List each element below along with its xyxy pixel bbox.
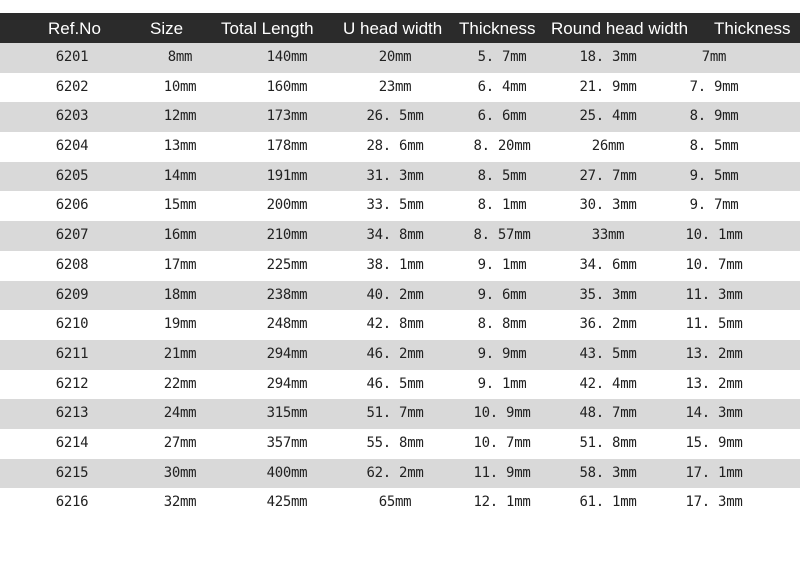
cell-size: 22mm (163, 375, 197, 392)
cell-thickness-round: 8. 5mm (689, 138, 739, 155)
cell-size: 15mm (163, 197, 197, 214)
header-total-length: Total Length (221, 19, 314, 38)
cell-total-length: 173mm (266, 108, 308, 125)
cell-round-head-width: 36. 2mm (579, 316, 637, 333)
cell-thickness-round: 14. 3mm (685, 405, 743, 422)
table-row (0, 251, 800, 281)
cell-total-length: 315mm (266, 405, 308, 422)
cell-u-head-width: 28. 6mm (366, 138, 424, 155)
cell-thickness-round: 13. 2mm (685, 345, 743, 362)
cell-thickness-round: 15. 9mm (685, 434, 743, 451)
cell-round-head-width: 30. 3mm (579, 197, 637, 214)
cell-thickness-u: 11. 9mm (473, 464, 531, 481)
cell-total-length: 191mm (266, 167, 308, 184)
cell-u-head-width: 26. 5mm (366, 108, 424, 125)
cell-thickness-round: 13. 2mm (685, 375, 743, 392)
cell-thickness-u: 8. 1mm (477, 197, 527, 214)
table-row (0, 281, 800, 311)
cell-size: 12mm (163, 108, 197, 125)
cell-u-head-width: 55. 8mm (366, 434, 424, 451)
cell-thickness-round: 10. 1mm (685, 227, 743, 244)
cell-u-head-width: 46. 5mm (366, 375, 424, 392)
cell-u-head-width: 20mm (378, 49, 412, 65)
cell-total-length: 238mm (266, 286, 308, 303)
cell-thickness-u: 6. 6mm (477, 108, 527, 125)
table-row (0, 102, 800, 132)
cell-round-head-width: 26mm (591, 138, 625, 155)
header-thickness-u: Thickness (459, 19, 536, 38)
cell-size: 19mm (163, 316, 197, 333)
cell-ref-no: 6208 (55, 256, 89, 273)
cell-u-head-width: 33. 5mm (366, 197, 424, 214)
cell-thickness-u: 9. 1mm (477, 256, 527, 273)
cell-thickness-round: 11. 3mm (685, 286, 743, 303)
cell-thickness-round: 10. 7mm (685, 256, 743, 273)
cell-total-length: 225mm (266, 256, 308, 273)
cell-ref-no: 6215 (55, 464, 89, 481)
cell-size: 8mm (167, 49, 193, 65)
cell-ref-no: 6211 (55, 345, 89, 362)
table-row (0, 399, 800, 429)
header-u-head-width: U head width (343, 19, 443, 38)
table-row (0, 488, 800, 518)
cell-round-head-width: 35. 3mm (579, 286, 637, 303)
table-row (0, 132, 800, 162)
cell-size: 16mm (163, 227, 197, 244)
table-row (0, 73, 800, 103)
cell-thickness-u: 12. 1mm (473, 494, 531, 511)
cell-size: 17mm (163, 256, 197, 273)
cell-thickness-round: 17. 1mm (685, 464, 743, 481)
cell-ref-no: 6213 (55, 405, 89, 422)
cell-u-head-width: 42. 8mm (366, 316, 424, 333)
table-row (0, 459, 800, 489)
cell-thickness-u: 10. 7mm (473, 434, 531, 451)
cell-ref-no: 6201 (55, 49, 89, 65)
cell-total-length: 178mm (266, 138, 308, 155)
cell-u-head-width: 40. 2mm (366, 286, 424, 303)
cell-thickness-u: 5. 7mm (477, 49, 527, 65)
cell-u-head-width: 46. 2mm (366, 345, 424, 362)
cell-round-head-width: 61. 1mm (579, 494, 637, 511)
cell-u-head-width: 51. 7mm (366, 405, 424, 422)
cell-ref-no: 6216 (55, 494, 89, 511)
cell-thickness-u: 9. 1mm (477, 375, 527, 392)
cell-u-head-width: 65mm (378, 494, 412, 511)
cell-thickness-round: 7mm (701, 49, 727, 65)
cell-round-head-width: 58. 3mm (579, 464, 637, 481)
cell-thickness-round: 11. 5mm (685, 316, 743, 333)
cell-total-length: 294mm (266, 345, 308, 362)
cell-total-length: 357mm (266, 434, 308, 451)
cell-total-length: 210mm (266, 227, 308, 244)
cell-ref-no: 6202 (55, 78, 89, 95)
cell-u-head-width: 23mm (378, 78, 412, 95)
cell-round-head-width: 33mm (591, 227, 625, 244)
cell-ref-no: 6205 (55, 167, 89, 184)
cell-total-length: 425mm (266, 494, 308, 511)
cell-u-head-width: 34. 8mm (366, 227, 424, 244)
cell-size: 27mm (163, 434, 197, 451)
cell-size: 10mm (163, 78, 197, 95)
cell-ref-no: 6212 (55, 375, 89, 392)
cell-ref-no: 6210 (55, 316, 89, 333)
table-row (0, 191, 800, 221)
cell-size: 32mm (163, 494, 197, 511)
cell-thickness-u: 8. 20mm (473, 138, 531, 155)
cell-round-head-width: 27. 7mm (579, 167, 637, 184)
cell-round-head-width: 51. 8mm (579, 434, 637, 451)
table-header-row (0, 13, 800, 43)
cell-size: 14mm (163, 167, 197, 184)
cell-ref-no: 6207 (55, 227, 89, 244)
table-row (0, 43, 800, 73)
cell-thickness-u: 9. 9mm (477, 345, 527, 362)
cell-thickness-round: 7. 9mm (689, 78, 739, 95)
header-thickness-round: Thickness (714, 19, 791, 38)
cell-total-length: 400mm (266, 464, 308, 481)
cell-round-head-width: 42. 4mm (579, 375, 637, 392)
cell-round-head-width: 25. 4mm (579, 108, 637, 125)
cell-total-length: 160mm (266, 78, 308, 95)
cell-thickness-u: 6. 4mm (477, 78, 527, 95)
cell-ref-no: 6206 (55, 197, 89, 214)
cell-round-head-width: 21. 9mm (579, 78, 637, 95)
cell-thickness-u: 9. 6mm (477, 286, 527, 303)
cell-thickness-round: 17. 3mm (685, 494, 743, 511)
cell-thickness-round: 8. 9mm (689, 108, 739, 125)
table-row (0, 310, 800, 340)
cell-thickness-u: 10. 9mm (473, 405, 531, 422)
cell-round-head-width: 18. 3mm (579, 49, 637, 65)
cell-size: 21mm (163, 345, 197, 362)
table-row (0, 162, 800, 192)
cell-thickness-round: 9. 7mm (689, 197, 739, 214)
cell-u-head-width: 38. 1mm (366, 256, 424, 273)
table-body (0, 43, 800, 518)
cell-thickness-u: 8. 57mm (473, 227, 531, 244)
cell-total-length: 140mm (266, 49, 308, 65)
cell-total-length: 294mm (266, 375, 308, 392)
cell-size: 30mm (163, 464, 197, 481)
cell-ref-no: 6214 (55, 434, 89, 451)
cell-round-head-width: 48. 7mm (579, 405, 637, 422)
header-size: Size (150, 19, 184, 38)
cell-thickness-u: 8. 8mm (477, 316, 527, 333)
cell-round-head-width: 43. 5mm (579, 345, 637, 362)
table-row (0, 370, 800, 400)
cell-u-head-width: 62. 2mm (366, 464, 424, 481)
table-row (0, 340, 800, 370)
cell-total-length: 200mm (266, 197, 308, 214)
cell-u-head-width: 31. 3mm (366, 167, 424, 184)
cell-ref-no: 6204 (55, 138, 89, 155)
cell-round-head-width: 34. 6mm (579, 256, 637, 273)
cell-size: 24mm (163, 405, 197, 422)
cell-size: 13mm (163, 138, 197, 155)
cell-size: 18mm (163, 286, 197, 303)
table-row (0, 221, 800, 251)
cell-total-length: 248mm (266, 316, 308, 333)
cell-ref-no: 6209 (55, 286, 89, 303)
cell-thickness-round: 9. 5mm (689, 167, 739, 184)
header-round-head-width: Round head width (551, 19, 689, 38)
header-ref-no: Ref.No (48, 19, 101, 38)
cell-thickness-u: 8. 5mm (477, 167, 527, 184)
table-row (0, 429, 800, 459)
cell-ref-no: 6203 (55, 108, 89, 125)
